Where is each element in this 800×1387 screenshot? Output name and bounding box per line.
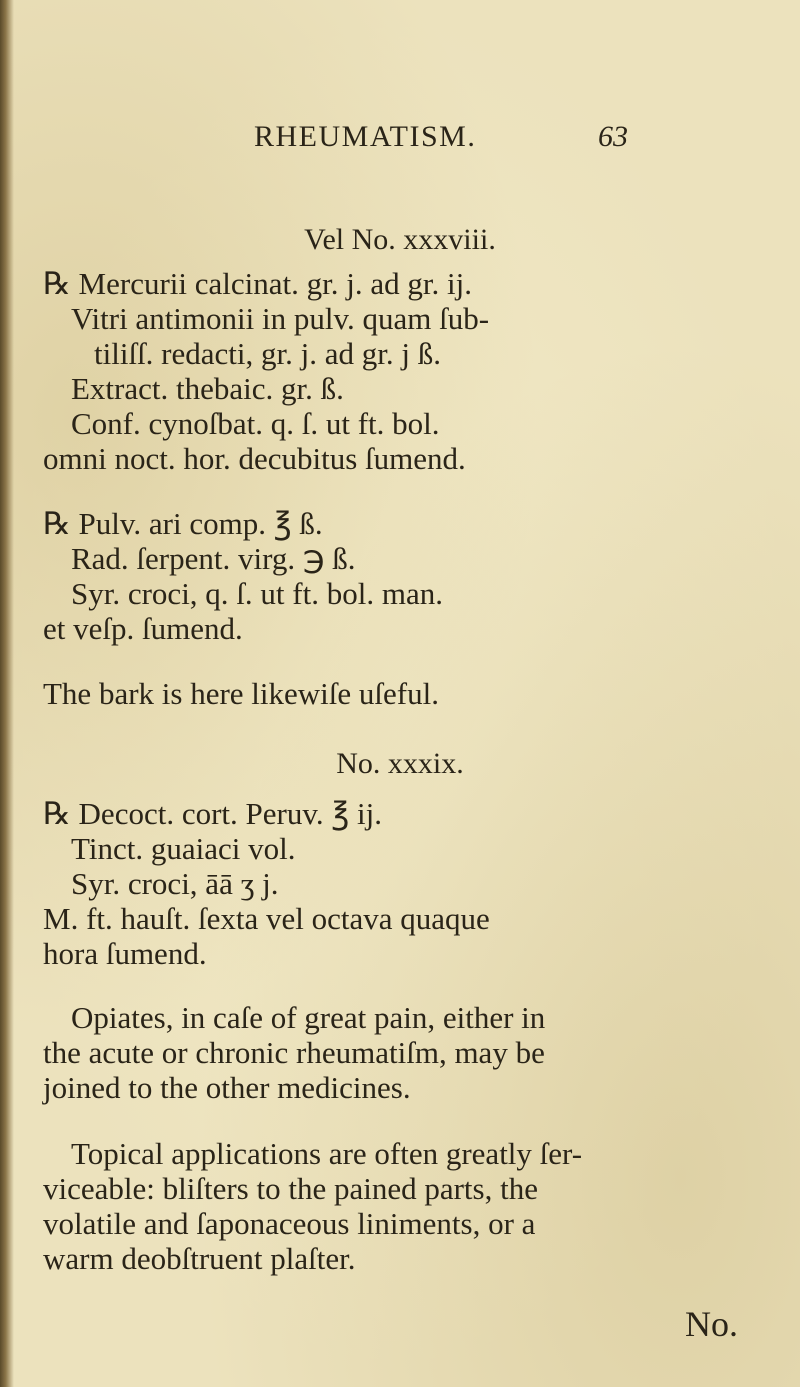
rx2-line: ℞ Pulv. ari comp. ℥ ß. <box>43 506 323 541</box>
page-number: 63 <box>598 120 628 153</box>
rx2-line: et veſp. ſumend. <box>43 611 243 646</box>
rx1-line: Vitri antimonii in pulv. quam ſub- <box>71 301 490 336</box>
rx1-line: Conf. cynoſbat. q. ſ. ut ft. bol. <box>71 406 440 441</box>
rx3-line: Syr. croci, āā ʒ j. <box>71 866 279 901</box>
section-heading-38: Vel No. xxxviii. <box>304 223 496 256</box>
paragraph-line: Topical applications are often greatly ſer- <box>71 1136 583 1171</box>
paragraph-line: viceable: bliſters to the pained parts, the <box>43 1171 538 1206</box>
bark-note: The bark is here likewiſe uſeful. <box>43 676 439 711</box>
paragraph-line: joined to the other medicines. <box>43 1070 411 1105</box>
rx1-line: omni noct. hor. decubitus ſumend. <box>43 441 466 476</box>
paragraph-line: Opiates, in caſe of great pain, either in <box>71 1000 546 1035</box>
rx3-line: M. ft. hauſt. ſexta vel octava quaque <box>43 901 490 936</box>
paragraph-line: the acute or chronic rheumatiſm, may be <box>43 1035 545 1070</box>
rx1-line: tiliſſ. redacti, gr. j. ad gr. j ß. <box>94 336 441 371</box>
paragraph-line: warm deobſtruent plaſter. <box>43 1241 356 1276</box>
section-heading-39: No. xxxix. <box>336 747 464 780</box>
rx3-line: hora ſumend. <box>43 936 207 971</box>
paragraph-line: volatile and ſaponaceous liniments, or a <box>43 1206 536 1241</box>
rx1-line: ℞ Mercurii calcinat. gr. j. ad gr. ij. <box>43 266 472 301</box>
catchword: No. <box>685 1304 738 1344</box>
rx3-line: ℞ Decoct. cort. Peruv. ℥ ij. <box>43 796 382 831</box>
rx2-line: Rad. ſerpent. virg. ℈ ß. <box>71 541 356 576</box>
rx1-line: Extract. thebaic. gr. ß. <box>71 371 344 406</box>
rx3-line: Tinct. guaiaci vol. <box>71 831 296 866</box>
rx2-line: Syr. croci, q. ſ. ut ft. bol. man. <box>71 576 443 611</box>
running-title: RHEUMATISM. <box>254 120 477 153</box>
